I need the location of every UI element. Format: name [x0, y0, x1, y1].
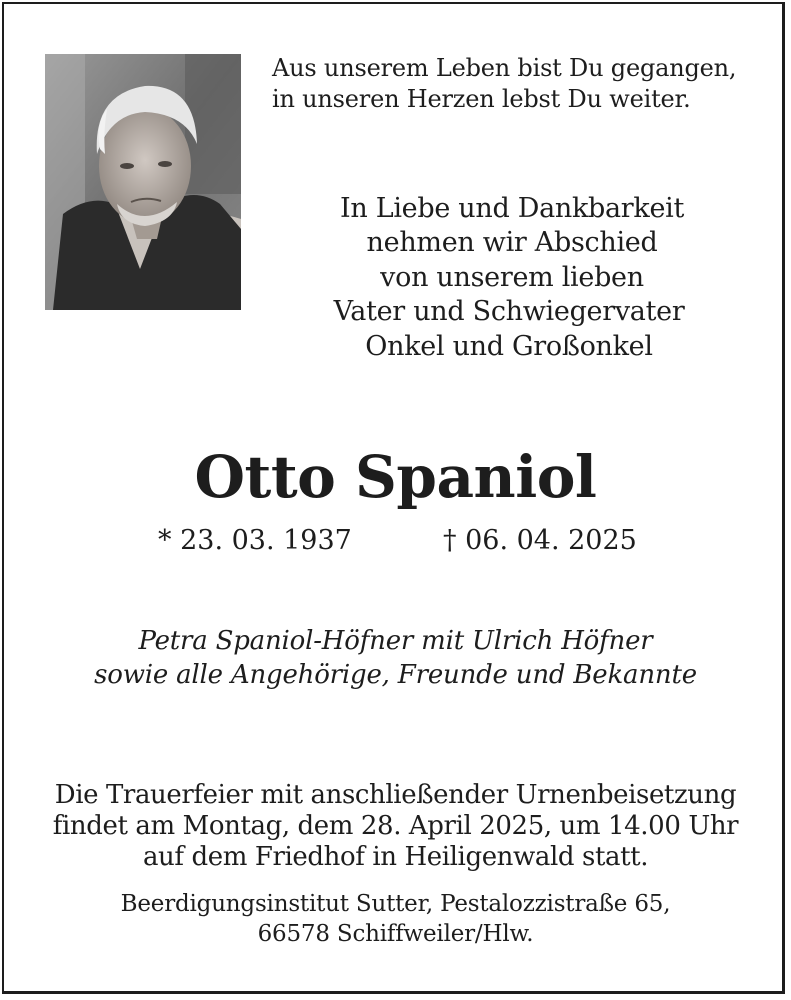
deceased-name: Otto Spaniol	[194, 443, 597, 511]
dedication-line-4: Vater und Schwiegervater	[333, 296, 685, 327]
motto-line-1: Aus unserem Leben bist Du gegangen,	[272, 54, 737, 82]
undertaker-line-1: Beerdigungsinstitut Sutter, Pestalozzistraße 65,	[120, 891, 671, 917]
mourners-line-1: Petra Spaniol-Höfner mit Ulrich Höfner	[138, 626, 653, 656]
motto-line-2: in unseren Herzen lebst Du weiter.	[272, 85, 691, 113]
ceremony-line-2: findet am Montag, dem 28. April 2025, um 14.00 Uhr	[52, 811, 739, 841]
dedication-line-3: von unserem lieben	[380, 262, 644, 293]
dedication-line-2: nehmen wir Abschied	[366, 227, 658, 258]
portrait-photo-icon	[45, 54, 241, 310]
portrait-photo	[45, 54, 241, 310]
dedication-line-5: Onkel und Großonkel	[365, 331, 653, 362]
undertaker-line-2: 66578 Schiffweiler/Hlw.	[257, 921, 534, 947]
death-date: † 06. 04. 2025	[443, 525, 637, 556]
ceremony-line-1: Die Trauerfeier mit anschließender Urnenbeisetzung	[54, 780, 737, 810]
dedication-line-1: In Liebe und Dankbarkeit	[339, 193, 685, 224]
ceremony-line-3: auf dem Friedhof in Heiligenwald statt.	[142, 842, 649, 872]
mourners-line-2: sowie alle Angehörige, Freunde und Bekannte	[94, 660, 697, 690]
birth-date: * 23. 03. 1937	[158, 525, 352, 556]
